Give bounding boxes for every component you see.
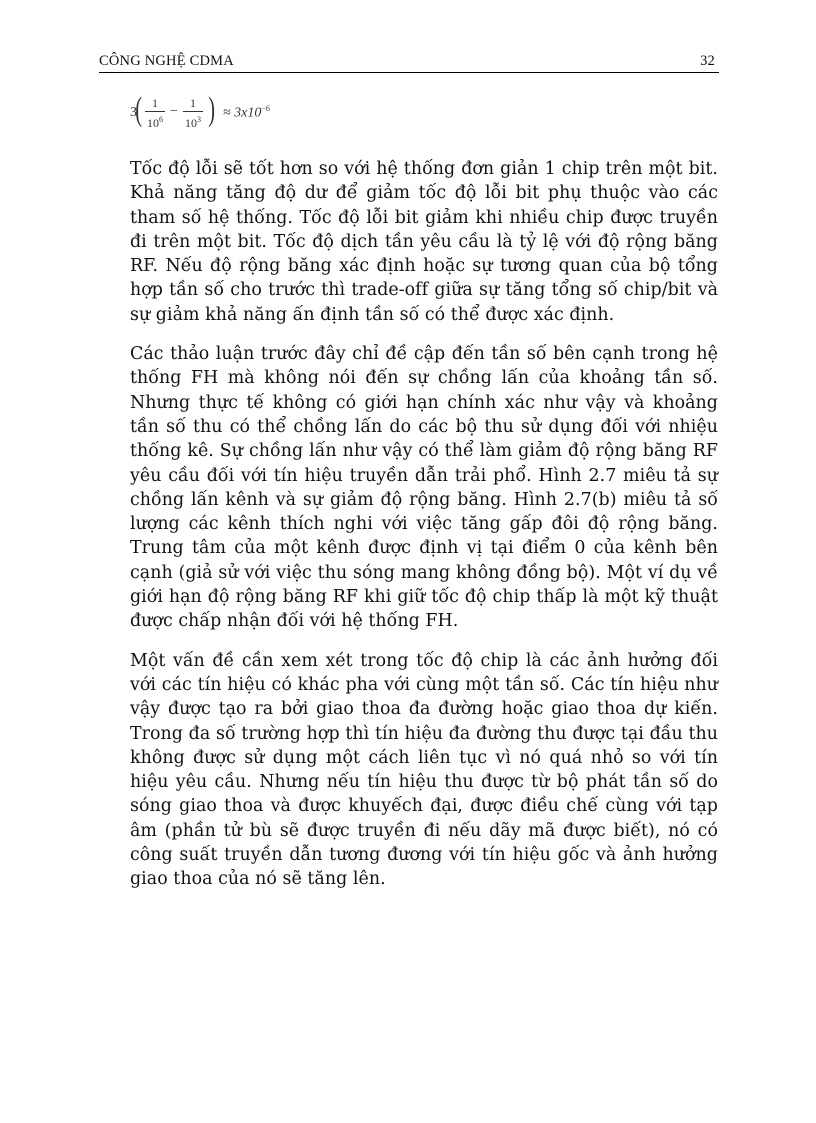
formula-minus: − <box>170 104 178 119</box>
fraction-1-numerator: 1 <box>152 96 158 110</box>
fraction-1-base: 10 <box>147 116 159 130</box>
formula-approximation <box>223 104 270 122</box>
formula-fraction-2 <box>182 95 204 131</box>
body-text <box>130 157 718 907</box>
page-number: 32 <box>700 53 715 69</box>
running-title: CÔNG NGHỆ CDMA <box>99 53 234 69</box>
formula-fraction-1 <box>144 95 166 131</box>
formula-coefficient: 3 <box>130 105 137 120</box>
paragraph-2: Các thảo luận trước đây chỉ đề cập đến tần số bên cạnh trong hệ thống FH mà không nói đến sự chồng lấn của khoảng tần số. Nhưng thực tế không có giới hạn chính xác như vậy và khoảng tần số thu có thể chồng lấn do các bộ thu sử dụng đối với nhiệu thống kê. Sự chồng lấn như vậy có thể làm giảm độ rộng băng RF yêu cầu đối với tín hiệu truyền dẫn trải phổ. Hình 2.7 miêu tả sự chồng lấn kênh và sự giảm độ rộng băng. Hình 2.7(b) miêu tả số lượng các kênh thích nghi với việc tăng gấp đôi độ rộng băng. Trung tâm của một kênh được định vị tại điểm 0 của kênh bên cạnh (giả sử với việc thu sóng mang không đồng bộ). Một ví dụ về giới hạn độ rộng băng RF khi giữ tốc độ chip thấp là một kỹ thuật được chấp nhận đối với hệ thống FH. <box>130 344 718 632</box>
fraction-2-numerator: 1 <box>190 96 196 110</box>
fraction-2-base: 10 <box>185 116 197 130</box>
page-header <box>99 50 719 73</box>
fraction-1-denominator <box>144 112 166 131</box>
fraction-1-exponent: 6 <box>159 115 163 124</box>
paragraph-1: Tốc độ lỗi sẽ tốt hơn so với hệ thống đơn giản 1 chip trên một bit. Khả năng tăng độ dư để giảm tốc độ lỗi bit phụ thuộc vào các tham số hệ thống. Tốc độ lỗi bit giảm khi nhiều chip được truyền đi trên một bit. Tốc độ dịch tần yêu cầu là tỷ lệ với độ rộng băng RF. Nếu độ rộng băng xác định hoặc sự tương quan của bộ tổng hợp tần số cho trước thì trade-off giữa sự tăng tổng số chip/bit và sự giảm khả năng ấn định tần số có thể được xác định. <box>130 159 718 325</box>
fraction-2-denominator <box>182 112 204 131</box>
approximation-exponent: −6 <box>261 104 270 113</box>
formula-left-paren: ( <box>135 91 143 128</box>
fraction-2-exponent: 3 <box>197 115 201 124</box>
approximation-text: ≈ 3x10 <box>223 105 262 121</box>
paragraph-3: Một vấn đề cần xem xét trong tốc độ chip là các ảnh hưởng đối với các tín hiệu có khác pha với cùng một tần số. Các tín hiệu như vậy được tạo ra bởi giao thoa đa đường hoặc giao thoa dự kiến. Trong đa số trường hợp thì tín hiệu đa đường thu được tại đầu thu không được sử dụng một cách liên tục vì nó quá nhỏ so với tín hiệu yêu cầu. Nhưng nếu tín hiệu thu được từ bộ phát tần số do sóng giao thoa và được khuyếch đại, được điều chế cùng với tạp âm (phần tử bù sẽ được truyền đi nếu dãy mã được biết), nó có công suất truyền dẫn tương đương với tín hiệu gốc và ảnh hưởng giao thoa của nó sẽ tăng lên. <box>130 650 718 890</box>
formula-right-paren: ) <box>208 91 216 128</box>
